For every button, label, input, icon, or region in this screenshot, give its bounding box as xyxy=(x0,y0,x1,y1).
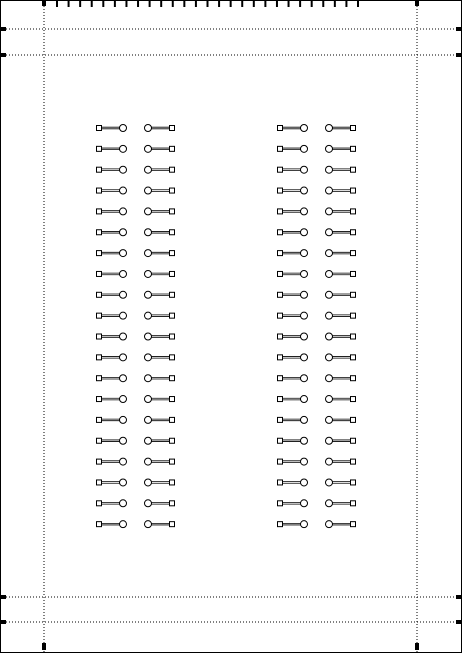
pin-terminal xyxy=(145,291,152,298)
pin-terminal xyxy=(120,333,127,340)
pin-pad xyxy=(351,376,356,381)
pin-terminal xyxy=(326,312,333,319)
pin-pad xyxy=(97,230,102,235)
pin-pad xyxy=(278,292,283,297)
pin-terminal xyxy=(301,125,308,132)
pin-pad xyxy=(351,209,356,214)
pin-pad xyxy=(351,438,356,443)
pin-pad xyxy=(170,397,175,402)
pin-pad xyxy=(170,230,175,235)
pin-pad xyxy=(351,334,356,339)
pin-pad xyxy=(170,292,175,297)
pin-terminal xyxy=(326,396,333,403)
pin-terminal xyxy=(301,291,308,298)
pin-pad xyxy=(97,209,102,214)
pin-pad xyxy=(278,522,283,527)
right-edge-marker xyxy=(456,620,462,624)
pin-terminal xyxy=(145,500,152,507)
pin-pad xyxy=(278,167,283,172)
pin-terminal xyxy=(326,521,333,528)
pin-pad xyxy=(97,397,102,402)
pin-pad xyxy=(97,355,102,360)
pin-terminal xyxy=(301,500,308,507)
pin-terminal xyxy=(301,270,308,277)
pin-pad xyxy=(351,355,356,360)
pin-terminal xyxy=(120,270,127,277)
sheet-border xyxy=(1,1,462,653)
pin-terminal xyxy=(120,145,127,152)
pin-pad xyxy=(97,376,102,381)
right-edge-marker xyxy=(456,53,462,57)
pin-pad xyxy=(278,188,283,193)
pin-pad xyxy=(170,251,175,256)
pin-terminal xyxy=(120,312,127,319)
pin-pad xyxy=(351,126,356,131)
pin-terminal xyxy=(326,229,333,236)
pin-terminal xyxy=(301,375,308,382)
pin-pad xyxy=(351,522,356,527)
pin-terminal xyxy=(301,354,308,361)
pin-pad xyxy=(97,146,102,151)
pin-pad xyxy=(170,209,175,214)
pin-terminal xyxy=(145,125,152,132)
pin-pad xyxy=(170,334,175,339)
pin-terminal xyxy=(145,521,152,528)
pin-terminal xyxy=(326,354,333,361)
pin-terminal xyxy=(145,229,152,236)
corner-marker-top-right xyxy=(415,0,419,6)
pin-terminal xyxy=(145,437,152,444)
pin-terminal xyxy=(120,354,127,361)
pin-terminal xyxy=(326,145,333,152)
pin-pad xyxy=(351,397,356,402)
pin-terminal xyxy=(120,479,127,486)
pin-terminal xyxy=(326,416,333,423)
pin-pad xyxy=(351,146,356,151)
pin-terminal xyxy=(326,375,333,382)
pin-pad xyxy=(278,230,283,235)
corner-marker-top-left xyxy=(42,0,46,6)
pin-terminal xyxy=(301,208,308,215)
pin-terminal xyxy=(145,187,152,194)
pin-pad xyxy=(351,480,356,485)
pin-terminal xyxy=(301,396,308,403)
pin-pad xyxy=(170,167,175,172)
pin-terminal xyxy=(301,145,308,152)
pin-terminal xyxy=(326,208,333,215)
pin-pad xyxy=(351,417,356,422)
pin-terminal xyxy=(326,437,333,444)
pin-pad xyxy=(278,126,283,131)
pin-terminal xyxy=(326,500,333,507)
pin-terminal xyxy=(120,458,127,465)
pin-pad xyxy=(170,188,175,193)
pin-terminal xyxy=(120,437,127,444)
pin-terminal xyxy=(120,187,127,194)
pin-pad xyxy=(97,480,102,485)
pin-pad xyxy=(97,417,102,422)
pin-pad xyxy=(278,459,283,464)
pin-terminal xyxy=(301,166,308,173)
left-edge-marker xyxy=(0,595,6,599)
pin-terminal xyxy=(145,458,152,465)
pin-pad xyxy=(170,271,175,276)
pin-terminal xyxy=(120,229,127,236)
pin-pad xyxy=(97,334,102,339)
pin-pad xyxy=(351,230,356,235)
pin-terminal xyxy=(145,396,152,403)
pin-terminal xyxy=(301,458,308,465)
left-edge-marker xyxy=(0,620,6,624)
pin-pad xyxy=(351,459,356,464)
pin-pad xyxy=(278,501,283,506)
pin-terminal xyxy=(326,250,333,257)
pin-pad xyxy=(278,397,283,402)
pin-pad xyxy=(170,438,175,443)
pin-terminal xyxy=(120,521,127,528)
pin-pad xyxy=(351,188,356,193)
pin-terminal xyxy=(326,166,333,173)
pin-pad xyxy=(278,417,283,422)
pin-pad xyxy=(278,209,283,214)
pin-terminal xyxy=(301,187,308,194)
pin-pad xyxy=(278,334,283,339)
pin-terminal xyxy=(145,354,152,361)
pin-pad xyxy=(97,522,102,527)
pin-pad xyxy=(278,271,283,276)
pin-terminal xyxy=(120,166,127,173)
pin-terminal xyxy=(301,312,308,319)
pin-pad xyxy=(170,522,175,527)
left-edge-marker xyxy=(0,53,6,57)
right-edge-marker xyxy=(456,595,462,599)
left-edge-marker xyxy=(0,27,6,31)
pin-terminal xyxy=(326,458,333,465)
pin-pad xyxy=(170,480,175,485)
pin-pad xyxy=(278,376,283,381)
pin-terminal xyxy=(301,416,308,423)
pin-pad xyxy=(170,146,175,151)
pin-pad xyxy=(351,167,356,172)
pin-pad xyxy=(97,292,102,297)
pin-pad xyxy=(278,480,283,485)
pin-terminal xyxy=(145,166,152,173)
pin-terminal xyxy=(301,437,308,444)
pin-pad xyxy=(170,417,175,422)
pin-pad xyxy=(97,438,102,443)
pin-pad xyxy=(97,501,102,506)
pin-terminal xyxy=(326,291,333,298)
pin-terminal xyxy=(326,125,333,132)
pin-pad xyxy=(97,459,102,464)
pin-terminal xyxy=(145,416,152,423)
pin-terminal xyxy=(145,145,152,152)
right-edge-marker xyxy=(456,27,462,31)
pin-terminal xyxy=(301,250,308,257)
pin-terminal xyxy=(120,250,127,257)
pin-terminal xyxy=(120,375,127,382)
pin-terminal xyxy=(120,208,127,215)
pin-terminal xyxy=(120,125,127,132)
pin-terminal xyxy=(145,312,152,319)
pin-pad xyxy=(278,438,283,443)
pin-pad xyxy=(278,313,283,318)
pin-pad xyxy=(170,376,175,381)
pin-terminal xyxy=(120,500,127,507)
pin-terminal xyxy=(326,187,333,194)
pin-terminal xyxy=(326,479,333,486)
pin-pad xyxy=(278,251,283,256)
pin-pad xyxy=(170,126,175,131)
pin-pad xyxy=(170,355,175,360)
pin-pad xyxy=(170,501,175,506)
pin-pad xyxy=(351,501,356,506)
pin-pad xyxy=(97,313,102,318)
pin-pad xyxy=(351,251,356,256)
pin-terminal xyxy=(120,291,127,298)
pin-pad xyxy=(97,251,102,256)
pin-pad xyxy=(170,313,175,318)
pin-terminal xyxy=(301,479,308,486)
pin-terminal xyxy=(145,208,152,215)
pin-pad xyxy=(97,188,102,193)
pin-terminal xyxy=(326,270,333,277)
pin-pad xyxy=(278,355,283,360)
pin-terminal xyxy=(145,375,152,382)
corner-foot-marker-left xyxy=(42,643,46,650)
pin-terminal xyxy=(145,333,152,340)
pin-terminal xyxy=(301,333,308,340)
pin-terminal xyxy=(145,250,152,257)
pin-terminal xyxy=(301,521,308,528)
pin-terminal xyxy=(326,333,333,340)
pin-pad xyxy=(97,271,102,276)
pin-pad xyxy=(351,292,356,297)
pin-terminal xyxy=(120,416,127,423)
pin-pad xyxy=(97,126,102,131)
pin-terminal xyxy=(120,396,127,403)
pin-pad xyxy=(170,459,175,464)
pin-pad xyxy=(97,167,102,172)
pin-pad xyxy=(278,146,283,151)
pin-terminal xyxy=(301,229,308,236)
pin-terminal xyxy=(145,479,152,486)
corner-foot-marker-right xyxy=(415,643,419,650)
pin-pad xyxy=(351,271,356,276)
pin-pad xyxy=(351,313,356,318)
pin-terminal xyxy=(145,270,152,277)
